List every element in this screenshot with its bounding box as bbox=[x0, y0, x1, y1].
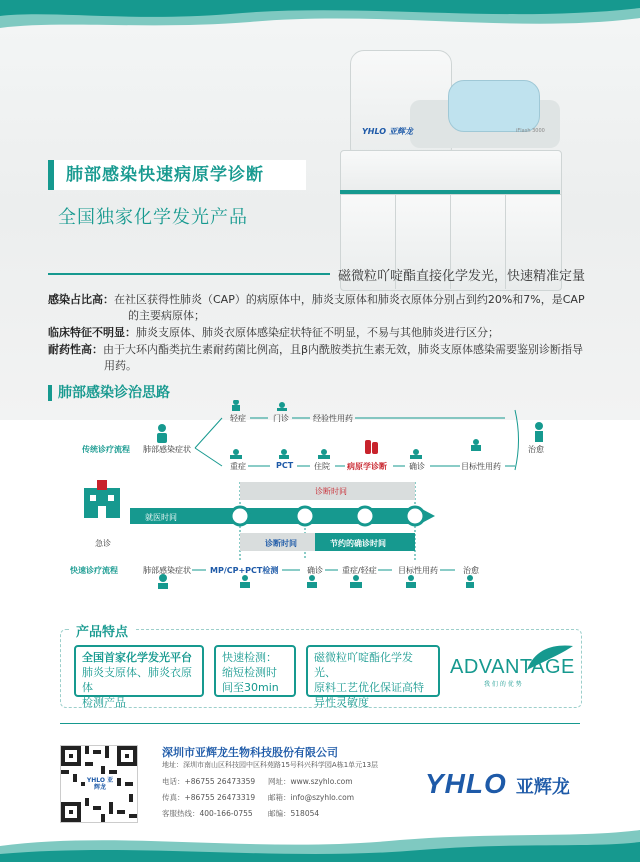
flow-fast-test: MP/CP+PCT检测 bbox=[210, 566, 279, 575]
contact-fax: 传真：+86755 26473319 bbox=[162, 793, 256, 802]
flow-cure-fast: 治愈 bbox=[463, 566, 479, 575]
feature-line: 快速检测： bbox=[222, 651, 277, 664]
feature-specificity bbox=[306, 645, 440, 709]
brand-logo-text: YHLO bbox=[425, 768, 507, 799]
flow-empirical: 经验性用药 bbox=[313, 414, 353, 423]
flow-severe-mild: 重症/轻症 bbox=[342, 566, 377, 575]
tagline: 磁微粒吖啶酯直接化学发光，快速精准定量 bbox=[338, 269, 586, 284]
hospital-icon bbox=[84, 480, 120, 518]
flow-diagnosis-time-bottom: 诊断时间 bbox=[265, 539, 297, 548]
advantage-cn: 我 们 的 优 势 bbox=[484, 681, 522, 688]
feature-line: 原料工艺优化保证高特 bbox=[314, 681, 424, 694]
info-label: 临床特征不明显： bbox=[48, 326, 136, 339]
info-text: 在社区获得性肺炎（CAP）的病原体中，肺炎支原体和肺炎衣原体分别占到约20%和7%，是CAP bbox=[114, 293, 585, 306]
company-name: 深圳市亚辉龙生物科技股份有限公司 bbox=[162, 746, 338, 759]
machine-brand: YHLO 亚辉龙 bbox=[362, 127, 413, 136]
feature-line: 异性灵敏度 bbox=[314, 696, 369, 709]
info-text: 由于大环内酯类抗生素耐药菌比例高，且β内酰胺类抗生素无效，肺炎支原体感染需要鉴别诊断指导 bbox=[103, 343, 584, 356]
info-label: 感染占比高： bbox=[48, 293, 114, 306]
fast-flow-label: 快速诊疗流程 bbox=[70, 566, 118, 575]
brand-logo bbox=[425, 768, 585, 808]
info-row-incidence bbox=[48, 292, 596, 324]
info-text-cont: 用药。 bbox=[104, 359, 137, 372]
flow-pathogen: 病原学诊断 bbox=[347, 462, 387, 471]
flow-confirm-fast: 确诊 bbox=[307, 566, 323, 575]
page-subtitle: 全国独家化学发光产品 bbox=[58, 207, 248, 228]
brand-logo-cn: 亚辉龙 bbox=[515, 777, 570, 798]
bottom-wave-decoration bbox=[0, 820, 640, 862]
flow-symptom-fast: 肺部感染症状 bbox=[143, 566, 191, 575]
title-underline bbox=[48, 273, 330, 275]
contact-email[interactable]: 邮箱：info@szyhlo.com bbox=[268, 793, 355, 802]
flow-cure: 治愈 bbox=[528, 445, 544, 454]
info-text-cont: 的主要病原体； bbox=[128, 309, 205, 322]
feature-speed bbox=[214, 645, 296, 697]
info-label: 耐药性高： bbox=[48, 343, 103, 356]
feature-line: 间至30min bbox=[222, 681, 279, 694]
info-text: 肺炎支原体、肺炎衣原体感染症状特征不明显，不易与其他肺炎进行区分； bbox=[136, 326, 499, 339]
flow-confirm: 确诊 bbox=[409, 462, 425, 471]
flow-severe: 重症 bbox=[230, 462, 246, 471]
flow-diagnosis-time-top: 诊断时间 bbox=[315, 487, 347, 496]
flow-mild-text: 轻症 bbox=[360, 566, 377, 575]
feature-platform bbox=[74, 645, 204, 709]
section-title: 肺部感染诊治思路 bbox=[48, 385, 170, 401]
contact-website[interactable]: 网址：www.szyhlo.com bbox=[268, 777, 353, 786]
info-row-resistance bbox=[48, 342, 596, 374]
traditional-flow-label: 传统诊疗流程 bbox=[82, 445, 130, 454]
contact-hotline: 客服热线：400-166-0755 bbox=[162, 809, 253, 818]
company-address: 地址：深圳市南山区科技园中区科苑路15号科兴科学园A栋1单元13层 bbox=[162, 761, 379, 769]
flow-symptom: 肺部感染症状 bbox=[143, 445, 191, 454]
flow-severe-text: 重症 bbox=[342, 566, 358, 575]
flow-targeted: 目标性用药 bbox=[461, 462, 501, 471]
feature-line: 检测产品 bbox=[82, 696, 126, 709]
feature-line: 缩短检测时 bbox=[222, 666, 277, 679]
advantage-text: ADVANTAGE bbox=[450, 656, 575, 678]
analyzer-machine-illustration bbox=[340, 40, 570, 270]
contact-top-line bbox=[60, 723, 580, 724]
contact-phone: 电话：+86755 26473359 bbox=[162, 777, 256, 786]
contact-postcode: 邮编：518054 bbox=[268, 809, 320, 818]
flow-emergency: 急诊 bbox=[95, 539, 111, 548]
features-title: 产品特点 bbox=[70, 621, 134, 640]
flow-outpatient: 门诊 bbox=[273, 414, 289, 423]
info-row-clinical bbox=[48, 325, 596, 341]
flow-pct: PCT bbox=[276, 461, 294, 470]
flow-treatment-time: 就医时间 bbox=[145, 513, 177, 522]
feature-line: 肺炎支原体、肺炎衣原体 bbox=[82, 666, 192, 694]
flow-targeted-fast: 目标性用药 bbox=[398, 566, 438, 575]
qr-code bbox=[60, 745, 138, 823]
top-wave-decoration bbox=[0, 0, 640, 40]
feature-line: 磁微粒吖啶酯化学发光、 bbox=[314, 651, 413, 679]
feature-line: 全国首家化学发光平台 bbox=[82, 651, 192, 664]
qr-label: YHLO 亚辉龙 bbox=[86, 777, 114, 791]
advantage-logo bbox=[450, 648, 575, 693]
flow-saved-time: 节约的确诊时间 bbox=[330, 539, 386, 548]
flow-hospital: 住院 bbox=[314, 462, 330, 471]
machine-model: iFlash 3000 bbox=[516, 128, 545, 134]
flow-mild: 轻症 bbox=[230, 414, 246, 423]
page-title: 肺部感染快速病原学诊断 bbox=[48, 160, 306, 190]
